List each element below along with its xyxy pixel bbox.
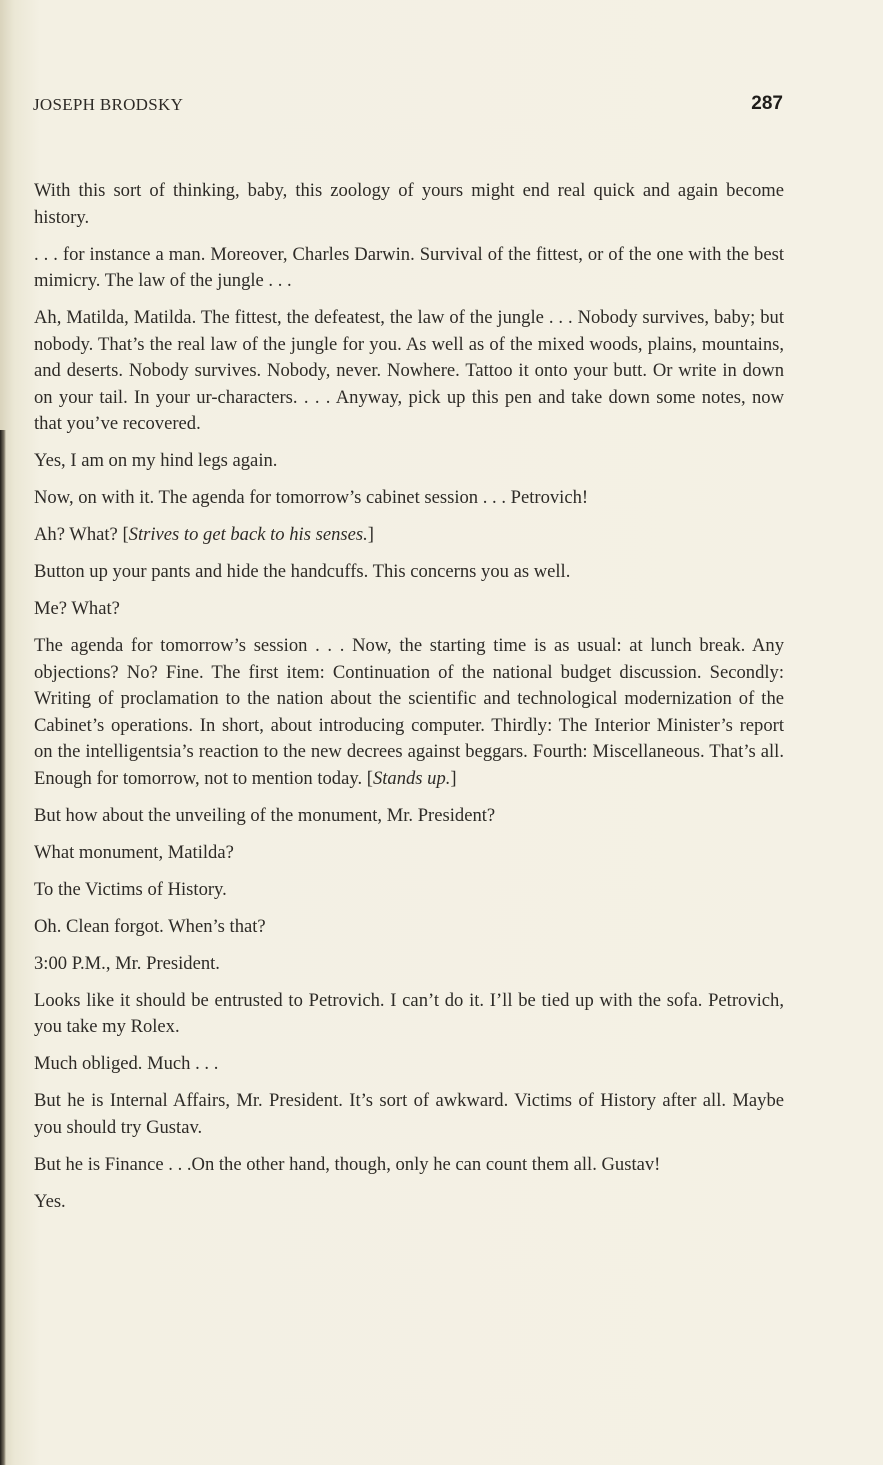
paragraph: 3:00 P.M., Mr. President. (34, 952, 220, 974)
paragraph: With this sort of thinking, baby, this zoology of yours might end real quick and again become history. (34, 180, 784, 228)
paragraph: Yes, I am on my hind legs again. (34, 450, 278, 471)
page-body (34, 178, 784, 1226)
paragraph: Ah? What? [Strives to get back to his senses.] (34, 524, 374, 545)
paragraph: Me? What? (34, 598, 120, 619)
paragraph: But how about the unveiling of the monument, Mr. President? (34, 804, 496, 826)
running-head-author: JOSEPH BRODSKY (33, 95, 184, 114)
spine-shadow (0, 430, 6, 1465)
stage-direction: Stands up. (372, 767, 451, 789)
paragraph: Yes. (34, 1190, 66, 1212)
paragraph: What monument, Matilda? (34, 841, 234, 863)
paragraph: Now, on with it. The agenda for tomorrow’s cabinet session . . . Petrovich! (34, 487, 589, 508)
paragraph: But he is Finance . . .On the other hand, though, only he can count them all. Gustav! (34, 1153, 661, 1175)
paragraph: To the Victims of History. (34, 878, 227, 900)
paragraph: Button up your pants and hide the handcuffs. This concerns you as well. (34, 561, 571, 582)
paragraph: . . . for instance a man. Moreover, Charles Darwin. Survival of the fittest, or of the one with the best mimicry. The law of the jungle . . . (34, 243, 784, 291)
paragraph: But he is Internal Affairs, Mr. President. It’s sort of awkward. Victims of History after all. Maybe you should try Gustav. (34, 1090, 784, 1138)
paragraph: Oh. Clean forgot. When’s that? (34, 915, 266, 937)
paragraph: Ah, Matilda, Matilda. The fittest, the defeatest, the law of the jungle . . . Nobody survives, baby; but nobody. That’s the real law of the jungle for you. As well as of the mixed woods, plains, mountains, and deserts. Nobody survives. Nobody, never. Nowhere. Tattoo it onto your butt. Or write in down on your tail. In your ur-characters. . . . Anyway, pick up this pen and take down some notes, now that you’ve recovered. (34, 307, 784, 434)
stage-direction: Strives to get back to his senses. (128, 524, 368, 545)
paragraph: Looks like it should be entrusted to Petrovich. I can’t do it. I’ll be tied up with the sofa. Petrovich, you take my Rolex. (34, 989, 784, 1037)
running-header (33, 95, 783, 119)
paragraph: The agenda for tomorrow’s session . . . Now, the starting time is as usual: at lunch break. Any objections? No? Fine. The first item: Continuation of the national budget discussion. Secondly: Writing of proclamation to the nation about the scientific and technological modernization of the Cabinet’s operations. In short, about introducing computer. Thirdly: The Interior Minister’s report on the intelligentsia’s reaction to the new decrees against beggars. Fourth: Miscellaneous. That’s all. Enough for tomorrow, not to mention today. [Stands up.] (34, 635, 784, 789)
paragraph: Much obliged. Much . . . (34, 1053, 219, 1074)
page-number: 287 (751, 93, 783, 114)
